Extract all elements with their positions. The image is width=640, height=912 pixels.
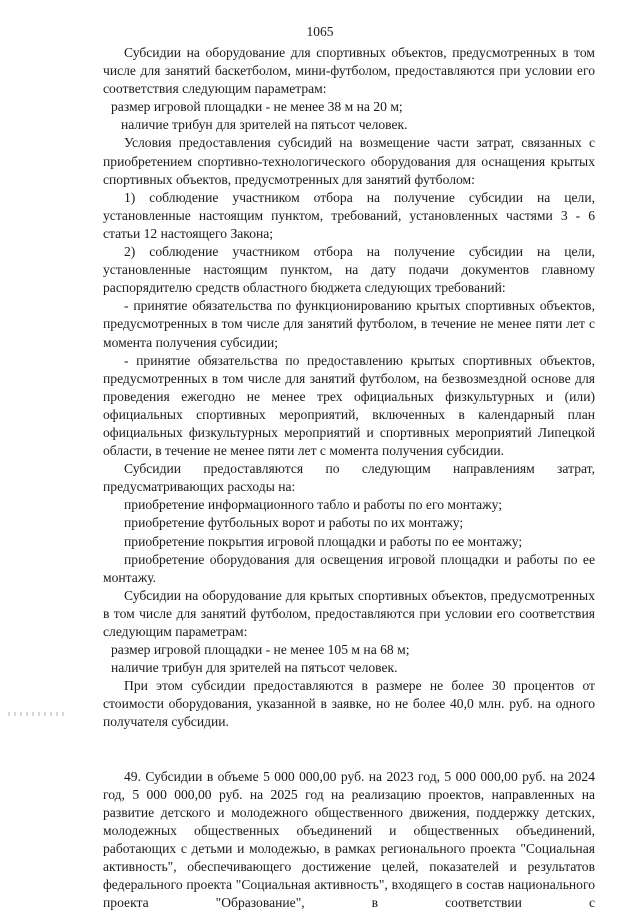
paragraph: Субсидии предоставляются по следующим направлениям затрат, предусматривающих расходы на: [103, 461, 595, 495]
document-body [103, 44, 595, 912]
page-number: 1065 [306, 24, 334, 39]
paragraph-49: 49. Субсидии в объеме 5 000 000,00 руб. на 2023 год, 5 000 000,00 руб. на 2024 год, 5 000 000,00 руб. на 2025 год на реализацию проектов, направленных на развитие детского и молодежного общественного движения, поддержку детских, молодежных общественных объединений и общественных объединений, работающих с детьми и молодежью, в рамках регионального проекта "Социальная активность", обеспечивающего достижение целей, показателей и результатов федерального проекта "Социальная активность", входящего в состав национального проекта "Образование", в соответствии с [103, 768, 595, 911]
paragraph: Субсидии на оборудование для крытых спортивных объектов, предусмотренных в том числе для занятий футболом, предоставляются при условии его соответствия следующим параметрам: [103, 587, 595, 639]
numbered-condition: 2) соблюдение участником отбора на получение субсидии на цели, установленные настоящим пунктом, на дату подачи документов главному распорядителю средств областного бюджета следующих требований: [103, 244, 595, 296]
paragraph: Условия предоставления субсидий на возмещение части затрат, связанных с приобретением спортивно-технологического оборудования для оснащения крытых спортивных объектов, предусмотренных для занятий футболом: [103, 135, 595, 187]
numbered-condition: 1) соблюдение участником отбора на получение субсидии на цели, установленные настоящим пунктом, требований, установленных частями 3 - 6 статьи 12 настоящего Закона; [103, 189, 595, 241]
cost-item: приобретение информационного табло и работы по его монтажу; [124, 497, 503, 513]
paragraph: Субсидии на оборудование для спортивных объектов, предусмотренных в том числе для занятий баскетболом, мини-футболом, предоставляются при условии его соответствия следующим параметрам: [103, 45, 595, 97]
cost-item: приобретение футбольных ворот и работы по их монтажу; [124, 515, 464, 531]
parameter-item: наличие трибун для зрителей на пятьсот человек. [111, 660, 398, 676]
section-gap [103, 732, 595, 768]
scan-artifact [8, 712, 66, 716]
parameter-item: размер игровой площадки - не менее 105 м на 68 м; [111, 642, 410, 658]
parameter-item: размер игровой площадки - не менее 38 м на 20 м; [111, 99, 403, 115]
cost-item: приобретение оборудования для освещения игровой площадки и работы по ее монтажу. [103, 551, 595, 585]
cost-item: приобретение покрытия игровой площадки и работы по ее монтажу; [124, 533, 523, 549]
paragraph: При этом субсидии предоставляются в размере не более 30 процентов от стоимости оборудования, указанной в заявке, но не более 40,0 млн. руб. на одного получателя субсидии. [103, 678, 595, 730]
dash-item: - принятие обязательства по предоставлению крытых спортивных объектов, предусмотренных в том числе для занятий футболом, на безвозмездной основе для проведения ежегодно не менее трех официальных физкультурных и (или) официальных спортивных мероприятий, включенных в календарный план официальных физкультурных мероприятий и спортивных мероприятий Липецкой области, в течение не менее пяти лет с момента получения субсидии. [103, 352, 595, 459]
parameter-item: наличие трибун для зрителей на пятьсот человек. [121, 117, 408, 133]
dash-item: - принятие обязательства по функционированию крытых спортивных объектов, предусмотренных в том числе для занятий футболом, в течение не менее пяти лет с момента получения субсидии; [103, 298, 595, 350]
